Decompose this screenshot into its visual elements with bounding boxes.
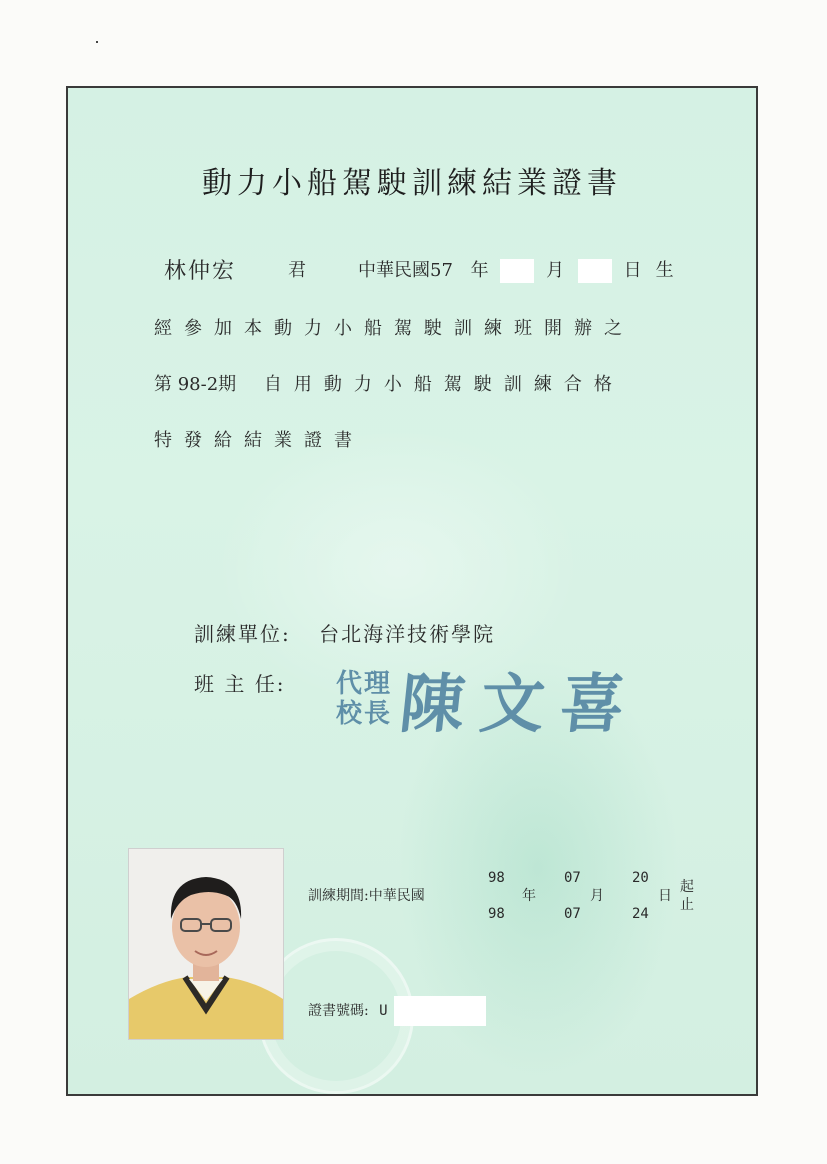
session-number: 第 98-2期 <box>154 374 237 395</box>
birth-date <box>358 256 674 283</box>
body-line-1: 經參加本動力小船駕駛訓練班開辦之 <box>154 318 634 339</box>
period-end-month: 07 <box>564 906 581 922</box>
period-day-char: 日 <box>658 888 672 904</box>
person-photo-image <box>129 849 283 1039</box>
training-unit-value: 台北海洋技術學院 <box>319 622 496 646</box>
birth-day-char: 日 <box>623 260 656 281</box>
period-end-year: 98 <box>488 906 505 922</box>
period-start-day: 20 <box>632 870 649 886</box>
cert-number <box>308 996 486 1026</box>
class-head-label: 班 主 任: <box>194 672 286 696</box>
body-line-3: 特發給結業證書 <box>154 430 364 451</box>
period-end-char: 止 <box>680 897 694 913</box>
period-end-day: 24 <box>632 906 649 922</box>
training-unit <box>194 618 495 647</box>
redacted-cert-number <box>394 996 486 1026</box>
certificate-sheet <box>66 86 758 1096</box>
signature-stamp <box>336 653 645 745</box>
training-unit-label: 訓練單位: <box>194 622 291 646</box>
redacted-day <box>578 259 612 283</box>
signature-title <box>336 669 396 729</box>
birth-born-char: 生 <box>655 260 674 281</box>
signature-title-line-2: 校長 <box>336 699 393 729</box>
birth-month-char: 月 <box>546 260 565 281</box>
period-month-char: 月 <box>590 888 604 904</box>
holder-name: 林仲宏 <box>164 259 237 284</box>
course-name: 自用動力小船駕駛訓練合格 <box>263 374 624 395</box>
honorific: 君 <box>288 260 306 281</box>
body-line-2 <box>154 370 624 396</box>
certificate-title: 動力小船駕駛訓練結業證書 <box>202 166 622 201</box>
cert-number-label: 證書號碼: <box>308 1003 369 1019</box>
cert-number-prefix: U <box>379 1003 388 1019</box>
birth-prefix: 中華民國57 <box>358 260 453 281</box>
period-year-char: 年 <box>522 888 536 904</box>
scan-speck <box>96 41 98 43</box>
signature-name: 陳文喜 <box>396 667 645 742</box>
training-period-label: 訓練期間:中華民國 <box>308 888 425 904</box>
period-start-char: 起 <box>680 879 694 895</box>
redacted-month <box>500 259 534 283</box>
period-start-year: 98 <box>488 870 505 886</box>
birth-year-char: 年 <box>470 260 489 281</box>
holder-photo <box>128 848 284 1040</box>
signature-title-line-1: 代理 <box>336 669 393 699</box>
period-start-month: 07 <box>564 870 581 886</box>
